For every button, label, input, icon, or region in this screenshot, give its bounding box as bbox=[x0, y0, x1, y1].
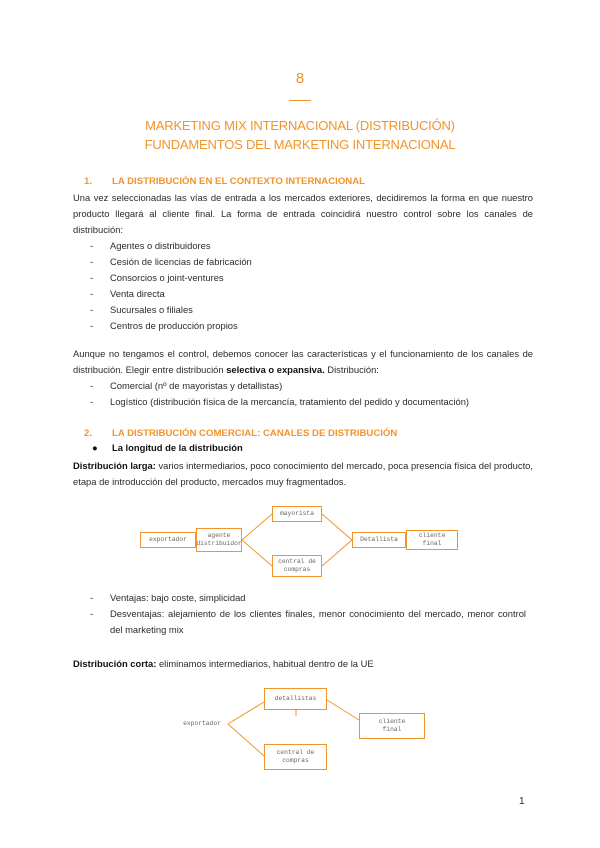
central-compras-box: central de compras bbox=[264, 744, 327, 770]
section-1-number: 1. bbox=[84, 176, 93, 187]
cliente-final-box: cliente final bbox=[359, 713, 425, 739]
mayorista-box: mayorista bbox=[272, 506, 322, 522]
distribucion-corta-paragraph: Distribución corta: eliminamos intermediarios, habitual dentro de la UE bbox=[73, 658, 374, 669]
emphasis-selectiva: selectiva o expansiva. bbox=[226, 364, 325, 375]
page-number: 1 bbox=[519, 796, 525, 807]
larga-label: Distribución larga: bbox=[73, 460, 156, 471]
cliente-box: cliente final bbox=[406, 530, 458, 550]
chapter-title: MARKETING MIX INTERNACIONAL (DISTRIBUCIÓN) bbox=[145, 118, 455, 133]
chapter-number: 8 bbox=[295, 70, 305, 87]
distribucion-larga-paragraph: Distribución larga: varios intermediarios, poco conocimiento del mercado, poca presencia física del producto, etapa de introducción del producto, mercados muy fragmentados. bbox=[73, 460, 533, 487]
section-2-number: 2. bbox=[84, 428, 93, 439]
detallista-box: Detallista bbox=[352, 532, 406, 548]
section-2-title: LA DISTRIBUCIÓN COMERCIAL: CANALES DE DISTRIBUCIÓN bbox=[112, 428, 398, 439]
agente-box: agente distribuidor bbox=[196, 528, 242, 552]
section-1-paragraph-2: Aunque no tengamos el control, debemos conocer las características y el funcionamiento de los canales de distribución. Elegir entre distribución selectiva o expansiva. Distribución: bbox=[73, 348, 533, 375]
central-box: central de compras bbox=[272, 555, 322, 577]
detallistas-box: detallistas bbox=[264, 688, 327, 710]
section-1-title: LA DISTRIBUCIÓN EN EL CONTEXTO INTERNACIONAL bbox=[112, 176, 365, 187]
exportador-box: exportador bbox=[140, 532, 196, 548]
corta-label: Distribución corta: bbox=[73, 658, 157, 669]
exportador-label: exportador bbox=[183, 720, 221, 727]
chapter-subtitle: FUNDAMENTOS DEL MARKETING INTERNACIONAL bbox=[144, 137, 456, 152]
section-1-intro: Una vez seleccionadas las vías de entrada a los mercados exteriores, decidiremos la forma en que nuestro producto llegará al cliente final. La forma de entrada coincidirá nuestro control sobre los canales de distribución: bbox=[73, 192, 533, 235]
